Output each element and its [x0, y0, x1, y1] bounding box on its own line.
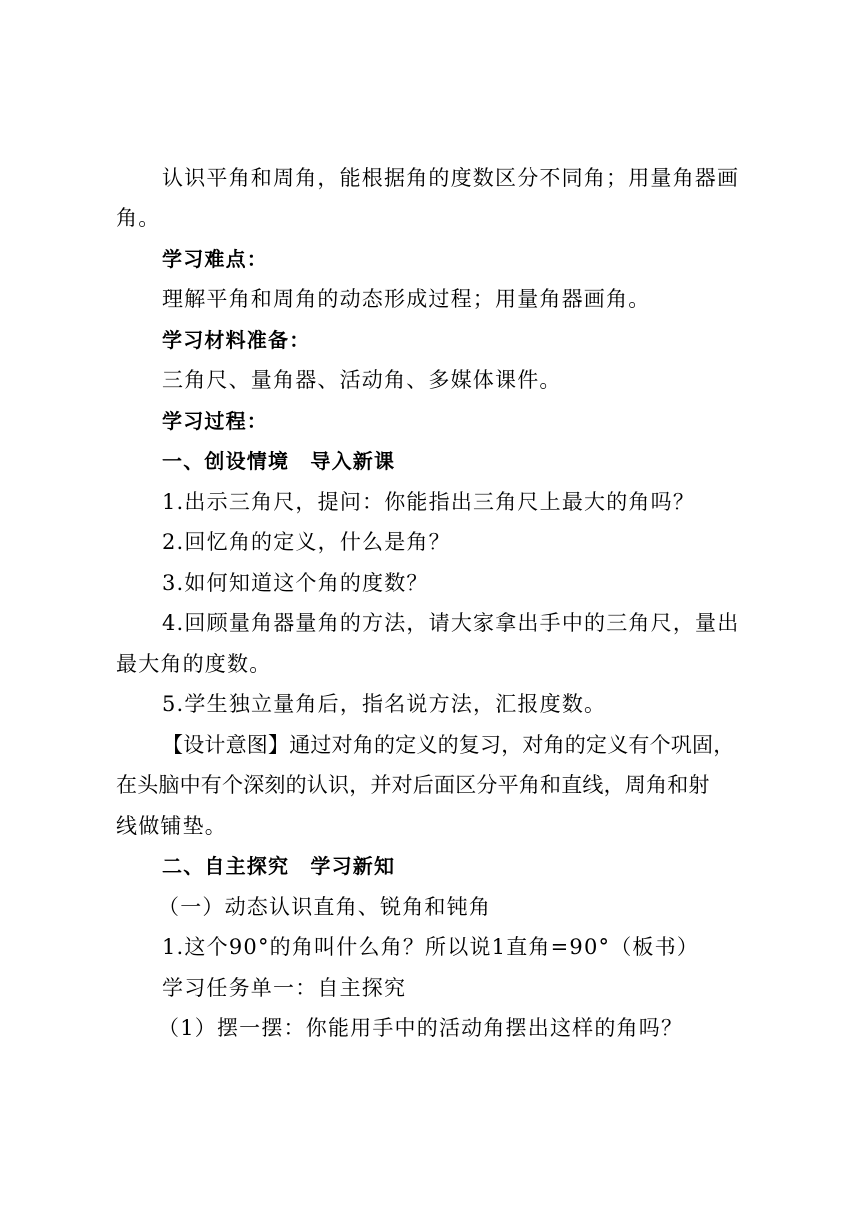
design-intent-line: 在头脑中有个深刻的认识，并对后面区分平角和直线，周角和射	[116, 773, 710, 797]
paragraph-line: 理解平角和周角的动态形成过程；用量角器画角。	[162, 287, 651, 311]
list-item: 5.学生独立量角后，指名说方法，汇报度数。	[162, 692, 607, 716]
section-heading-process: 学习过程：	[162, 409, 268, 433]
paragraph-line: 认识平角和周角，能根据角的度数区分不同角；用量角器画	[162, 166, 740, 190]
list-item: 1.这个90°的角叫什么角？所以说1直角=90°（板书）	[162, 935, 700, 959]
section-heading-two: 二、自主探究 学习新知	[162, 854, 396, 878]
section-heading-materials: 学习材料准备：	[162, 328, 311, 352]
list-item: 3.如何知道这个角的度数？	[162, 571, 429, 595]
section-heading-difficulty: 学习难点：	[162, 247, 268, 271]
paragraph-line: 三角尺、量角器、活动角、多媒体课件。	[162, 368, 562, 392]
paragraph-line: 最大角的度数。	[116, 652, 272, 676]
list-item: 4.回顾量角器量角的方法，请大家拿出手中的三角尺，量出	[162, 611, 740, 635]
design-intent-line: 【设计意图】通过对角的定义的复习，对角的定义有个巩固，	[162, 733, 735, 757]
list-item: （1）摆一摆：你能用手中的活动角摆出这样的角吗？	[158, 1016, 684, 1040]
task-heading: 学习任务单一：自主探究	[162, 976, 407, 1000]
list-item: 2.回忆角的定义，什么是角？	[162, 530, 451, 554]
section-heading-one: 一、创设情境 导入新课	[162, 449, 396, 473]
list-item: 1.出示三角尺，提问：你能指出三角尺上最大的角吗？	[162, 490, 696, 514]
subsection-heading: （一）动态认识直角、锐角和钝角	[158, 895, 491, 919]
paragraph-line: 角。	[116, 206, 161, 230]
design-intent-line: 线做铺垫。	[116, 814, 227, 838]
